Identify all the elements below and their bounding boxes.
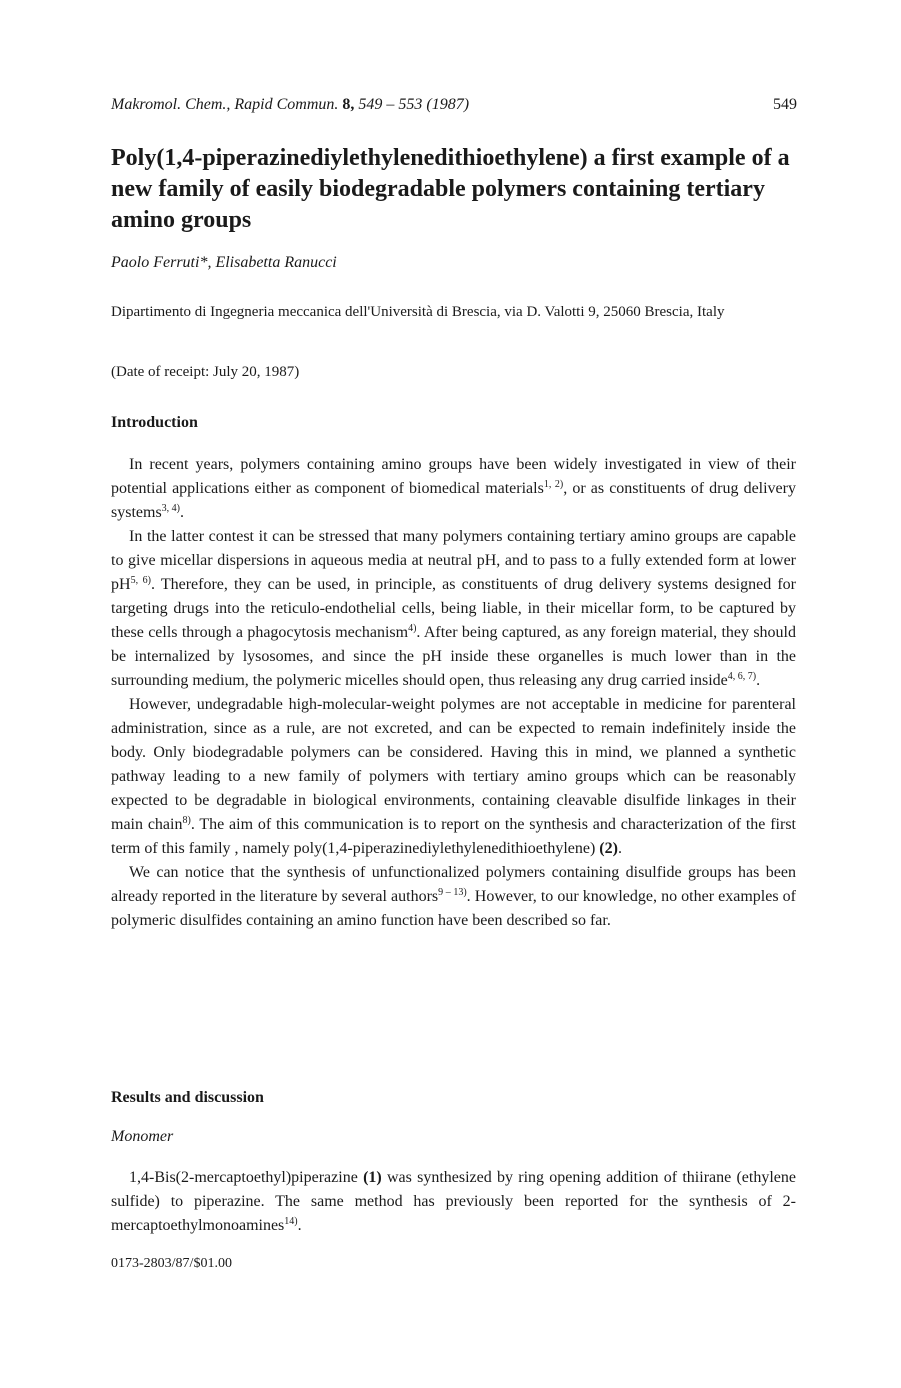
monomer-body [111, 1166, 796, 1238]
paragraph: In the latter contest it can be stressed that many polymers containing tertiary amino groups are capable to give micellar dispersions in aqueous media at neutral pH, and to pass to a fully extended form at lower pH$^{5, 6)}$. Therefore, they can be used, in principle, as constituents of drug delivery systems designed for targeting drugs into the reticulo-endothelial cells, being liable, in their micellar form, to be captured by these cells through a phagocytosis mechanism$^{4)}$. After being captured, as any foreign material, they should be internalized by lysosomes, and since the pH inside these organelles is much lower than in the surrounding medium, the polymeric micelles should open, thus releasing any drug carried inside$^{4, 6, 7)}$. [111, 528, 797, 689]
citation: 4, 6, 7) [727, 671, 757, 682]
compound-number: (1) [363, 1169, 382, 1186]
journal-citation: Makromol. Chem., Rapid Commun. 8, 549 – 553 (1987) [111, 96, 470, 113]
citation: 3, 4) [161, 503, 181, 514]
authors: Paolo Ferruti*, Elisabetta Ranucci [111, 254, 337, 271]
paper-title: Poly(1,4-piperazinediylethylenedithioethylene) a first example of a new family of easily biodegradable polymers containing tertiary amino groups [111, 145, 790, 233]
running-head [111, 95, 797, 115]
section-heading-results: Results and discussion [111, 1089, 264, 1106]
section-heading-introduction: Introduction [111, 414, 198, 431]
compound-number: (2) [599, 840, 618, 857]
page-number: 549 [773, 96, 797, 113]
paragraph: 1,4-Bis(2-mercaptoethyl)piperazine (1) was synthesized by ring opening addition of thiirane (ethylene sulfide) to piperazine. The same method has previously been reported for the synthesis of 2-mercaptoethylmonoamines$^{14)}$. [111, 1169, 797, 1234]
citation: 1, 2) [543, 479, 564, 490]
receipt-date: (Date of receipt: July 20, 1987) [111, 364, 300, 380]
paragraph: However, undegradable high-molecular-weight polymes are not acceptable in medicine for parenteral administration, since as a rule, are not excreted, and can be expected to remain indefinitely inside the body. Only biodegradable polymers can be considered. Having this in mind, we planned a synthetic pathway leading to a new family of polymers with tertiary amino groups which can be reasonably expected to be degradable in biological environments, containing cleavable disulfide linkages in their main chain$^{8)}$. The aim of this communication is to report on the synthesis and characterization of the first term of this family , namely poly(1,4-piperazinediylethylenedithioethylene) (2). [111, 696, 796, 857]
paragraph: We can notice that the synthesis of unfunctionalized polymers containing disulfide groups has been already reported in the literature by several authors$^{9 - 13)}$. However, to our knowledge, no other examples of polymeric disulfides containing an amino function have been described so far. [111, 864, 796, 929]
subsection-heading-monomer: Monomer [111, 1128, 174, 1145]
introduction-body [111, 453, 796, 933]
citation: 14) [284, 1216, 298, 1227]
citation: 4) [408, 623, 417, 634]
citation: 9 – 13) [438, 887, 467, 898]
footer-code: 0173-2803/87/$01.00 [111, 1256, 232, 1271]
citation: 5, 6) [130, 575, 152, 586]
affiliation: Dipartimento di Ingegneria meccanica dell'Università di Brescia, via D. Valotti 9, 25060 Brescia, Italy [111, 304, 725, 320]
paragraph: In recent years, polymers containing amino groups have been widely investigated in view of their potential applications either as component of biomedical materials$^{1, 2)}$, or as constituents of drug delivery systems$^{3, 4)}$. [111, 456, 796, 521]
citation: 8) [182, 815, 191, 826]
